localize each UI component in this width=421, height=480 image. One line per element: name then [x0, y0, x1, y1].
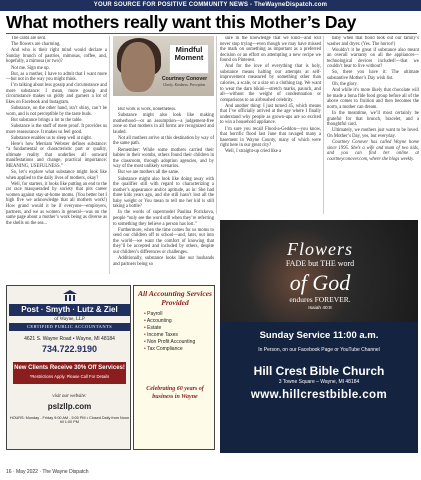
accountant-ad[interactable] — [6, 285, 131, 450]
article-paragraph: I’m talking about less gossip and circumstance and more substance: I mean, more gossip and circumstance makes us giddy and garners a lot of likes on Facebook and Instagram. — [6, 83, 107, 105]
firm-phone[interactable]: 734.722.9190 — [41, 344, 98, 354]
article-column-1 — [6, 36, 107, 274]
page-footer: 16 · May 2022 · The Wayne Dispatch — [6, 469, 89, 475]
verse-line-1: Flowers — [286, 239, 353, 259]
verse-line-2: FADE but THE word — [285, 259, 355, 268]
service-channels: In Person, on our Facebook Page or YouTube Channel — [258, 347, 380, 353]
article-paragraph: And another thing: I just turned 45, which means that I’ve officially arrived at the age where I finally understand why people as grown-ups are so excited to win a household appliance. — [220, 103, 321, 126]
article-paragraph: I’m sure you recall Flood-a-Geddon—you know, that horrific flood last June that ravaged many a basement in Wayne County, many of which were right here in our great city? — [220, 126, 321, 149]
article-paragraph: Substance might also look like doing away with the qualifier still with regard to characterizing a mother’s appearance and/or aptitude, as in: She had three kids years ago, and she still hasn’t lost all the baby weight or You mean to tell me her kid is still taking a bottle? — [113, 176, 214, 210]
services-title: All Accounting Services Provided — [138, 289, 212, 307]
promo-banner — [13, 362, 126, 384]
firm-address: 4621 S. Wayne Road • Wayne, MI 48184 — [24, 336, 115, 342]
verse-line-4: endures FOREVER. — [289, 295, 351, 304]
article-paragraph: So, there you have it: The ultimate substantive Mother’s Day wish list. — [327, 70, 419, 82]
column-divider — [216, 36, 217, 214]
article-paragraph: And for the love of everything that is holy, substance means halting our attempts at self-improvement measured by something other than calories, a scale, or a size on a clothing tag. We want to wear the darn bikini—stretch marks, paunch, and all—without the weight of condemnation or comparisons to an airbrushed celebrity. — [220, 64, 321, 103]
article-paragraph: In the meantime, we’ll most certainly be grateful for that brunch, bracelet, and a thoughtful card. — [327, 111, 419, 128]
article-paragraph: But, as a mother, I have to admit that I want more—but not in the way you might think. — [6, 71, 107, 83]
article-paragraph: Ultimately, we mothers just want to be loved. On Mother’s Day, yes, but everyday. — [327, 128, 419, 139]
church-ad[interactable] — [220, 220, 418, 453]
article-paragraph: In the words of supermodel Paulina Porizkova, people “only see the word still when they’re referring to something they believe a person has lost.” — [113, 210, 214, 227]
article-paragraph: Remember: While some mothers carried their babies in their wombs, others found their children in the classroom, through adoption agencies, and by way of the most unlikely scenarios. — [113, 147, 214, 170]
article-paragraph: The flowers are charming. — [11, 42, 61, 48]
article-headline: What mothers really want this Mother’s Day — [6, 12, 357, 32]
service-item: • Estate — [144, 325, 212, 332]
article-paragraph: Here’s how Merriam Webster defines substance: “a fundamental or characteristic part or quality, ultimate reality that underlies all outward manifestations and change, practical importance: MEANING, USEFULNESS.” — [6, 141, 107, 169]
firm-location: of Wayne, LLP — [54, 317, 85, 322]
column-logo-title: Mindful Moment — [174, 45, 204, 62]
article-paragraph: Substance enables us to sleep well at night. — [11, 135, 92, 141]
visit-label: visit our website: — [52, 394, 87, 399]
author-face — [121, 42, 155, 92]
verse-reference: Isaiah 40:8 — [308, 306, 332, 311]
author-byline: Courtney Conover — [161, 76, 208, 82]
article-paragraph: Well, I straight-up cried like a — [225, 149, 282, 155]
service-item: • Payroll — [144, 311, 212, 318]
headline-rule — [6, 33, 417, 34]
article-paragraph: So, let’s explore what substance might look like when applied to the daily lives of mothers, okay? — [6, 170, 107, 181]
column-tagline: Clarity. Kindness. Perception. — [162, 83, 207, 87]
article-paragraph: Wouldn’t it be great if substance also meant an overall warranty on all the appliances—technological devices included!—that we couldn’t bear to live without? — [327, 47, 419, 70]
accounting-services-ad[interactable] — [133, 285, 215, 450]
author-bio: Courtney Conover has called Wayne home since 1995. She’s a wife and mum of two kids, and you can find her online at courtneyconover.com, where she blogs weekly. — [327, 140, 419, 162]
column-divider — [109, 36, 110, 274]
church-website-link[interactable]: www.hillcrestbible.com — [250, 389, 388, 401]
firm-name: Post · Smyth · Lutz & Ziel — [9, 304, 130, 316]
verse-line-3: of God — [289, 270, 351, 295]
services-list — [144, 311, 212, 353]
article-paragraph: Oh, the glory. — [332, 82, 358, 88]
service-time: Sunday Service 11:00 a.m. — [259, 330, 379, 341]
article-paragraph: But we are mothers all the same. — [118, 170, 180, 176]
article-paragraph: sure in the knowledge that we kind—and will never stop trying—even though we may have missed the mark on something as important as a preferred decision or an effort on attempting a new recipe we found on Pinterest. — [220, 36, 321, 64]
firm-designation: CERTIFIED PUBLIC ACCOUNTANTS — [9, 323, 130, 331]
firm-website-link[interactable]: pslzllp.com — [47, 402, 92, 411]
article-paragraph: Well, for starters, it looks like putting an end to the rat race masqueraded by society that pits career women against stay-at-home moms. (You better bet I high five we acknowledge that all mothers work!) How grand would it be if everyone—employers, partners, and we as women in general—was on the same page about a mother’s work being as diverse as the shells on the sea... — [6, 181, 107, 226]
columns-logo-icon — [63, 290, 77, 302]
article-paragraph: Furthermore, when the time comes for us moms to send our children off to school—and, later, out into the world—we want the comfort of knowing that they’ll be accepted and included by others, despite our children’s differences or challenges. — [113, 227, 214, 255]
article-paragraph: Additionally, substance looks like our husbands and partners being so — [113, 255, 214, 267]
article-paragraph: Substance is the stuff of mere proof. It provides us more reassurance. It makes us feel good. — [6, 123, 107, 135]
article-column-4 — [327, 36, 419, 231]
service-item: • Income Taxes — [144, 332, 212, 339]
service-item: • Accounting — [144, 318, 212, 325]
publication-topbar: YOUR SOURCE FOR POSITIVE COMMUNITY NEWS - TheWayneDispatch.com — [0, 0, 421, 11]
service-item: • Non Profit Accounting — [144, 339, 212, 346]
article-paragraph: baby when that flood took out our family’s washer and dryer. (Yes. The horror!) — [327, 36, 419, 47]
article-paragraph: And while it’s more likely that chocolate will be made a bona fide food group before all of the above comes to fruition and then becomes the norm, a mother can dream. — [327, 88, 419, 110]
article-paragraph: But substance brings a lot to the table. — [11, 117, 83, 123]
anniversary-text: Celebrating 60 years of business in Wayne — [146, 386, 204, 400]
author-photo-card — [113, 36, 214, 96]
article-paragraph: Substance might also look like making motherhood—or an assumption—a judgement-free zone so that mothers in all forms are recognized and lauded. — [113, 113, 214, 135]
article-paragraph: The cards are sent. — [11, 36, 47, 41]
church-address: 3 Towne Square – Wayne, MI 48184 — [278, 379, 360, 385]
promo-restrictions: *Restrictions Apply. Please Call For Details — [29, 373, 110, 379]
article-paragraph: Not all mothers arrive at this destination by way of the same path. — [113, 135, 214, 147]
article-paragraph: Substance, on the other hand, isn’t shiny, can’t be worn, and is not perceptible by the taste buds. — [6, 106, 107, 117]
promo-text: New Clients Receive 30% Off Services! — [14, 365, 125, 371]
firm-hours: HOURS: Monday - Friday 9:00 AM - 5:00 PM • Closed Daily from Noon till 1:00 PM — [9, 416, 130, 424]
article-paragraph: And who is their right mind would declare a Sunday brunch of pastries, mimosas, coffee, and, hopefully, a mimosa (or two)? — [6, 48, 107, 65]
service-item: • Tax Compliance — [144, 346, 212, 353]
church-name: Hill Crest Bible Church — [253, 364, 385, 378]
article-paragraph: But work is work, nonetheless. — [118, 107, 177, 112]
column-divider — [323, 36, 324, 214]
article-paragraph: Not me. Sign me up. — [11, 65, 50, 71]
